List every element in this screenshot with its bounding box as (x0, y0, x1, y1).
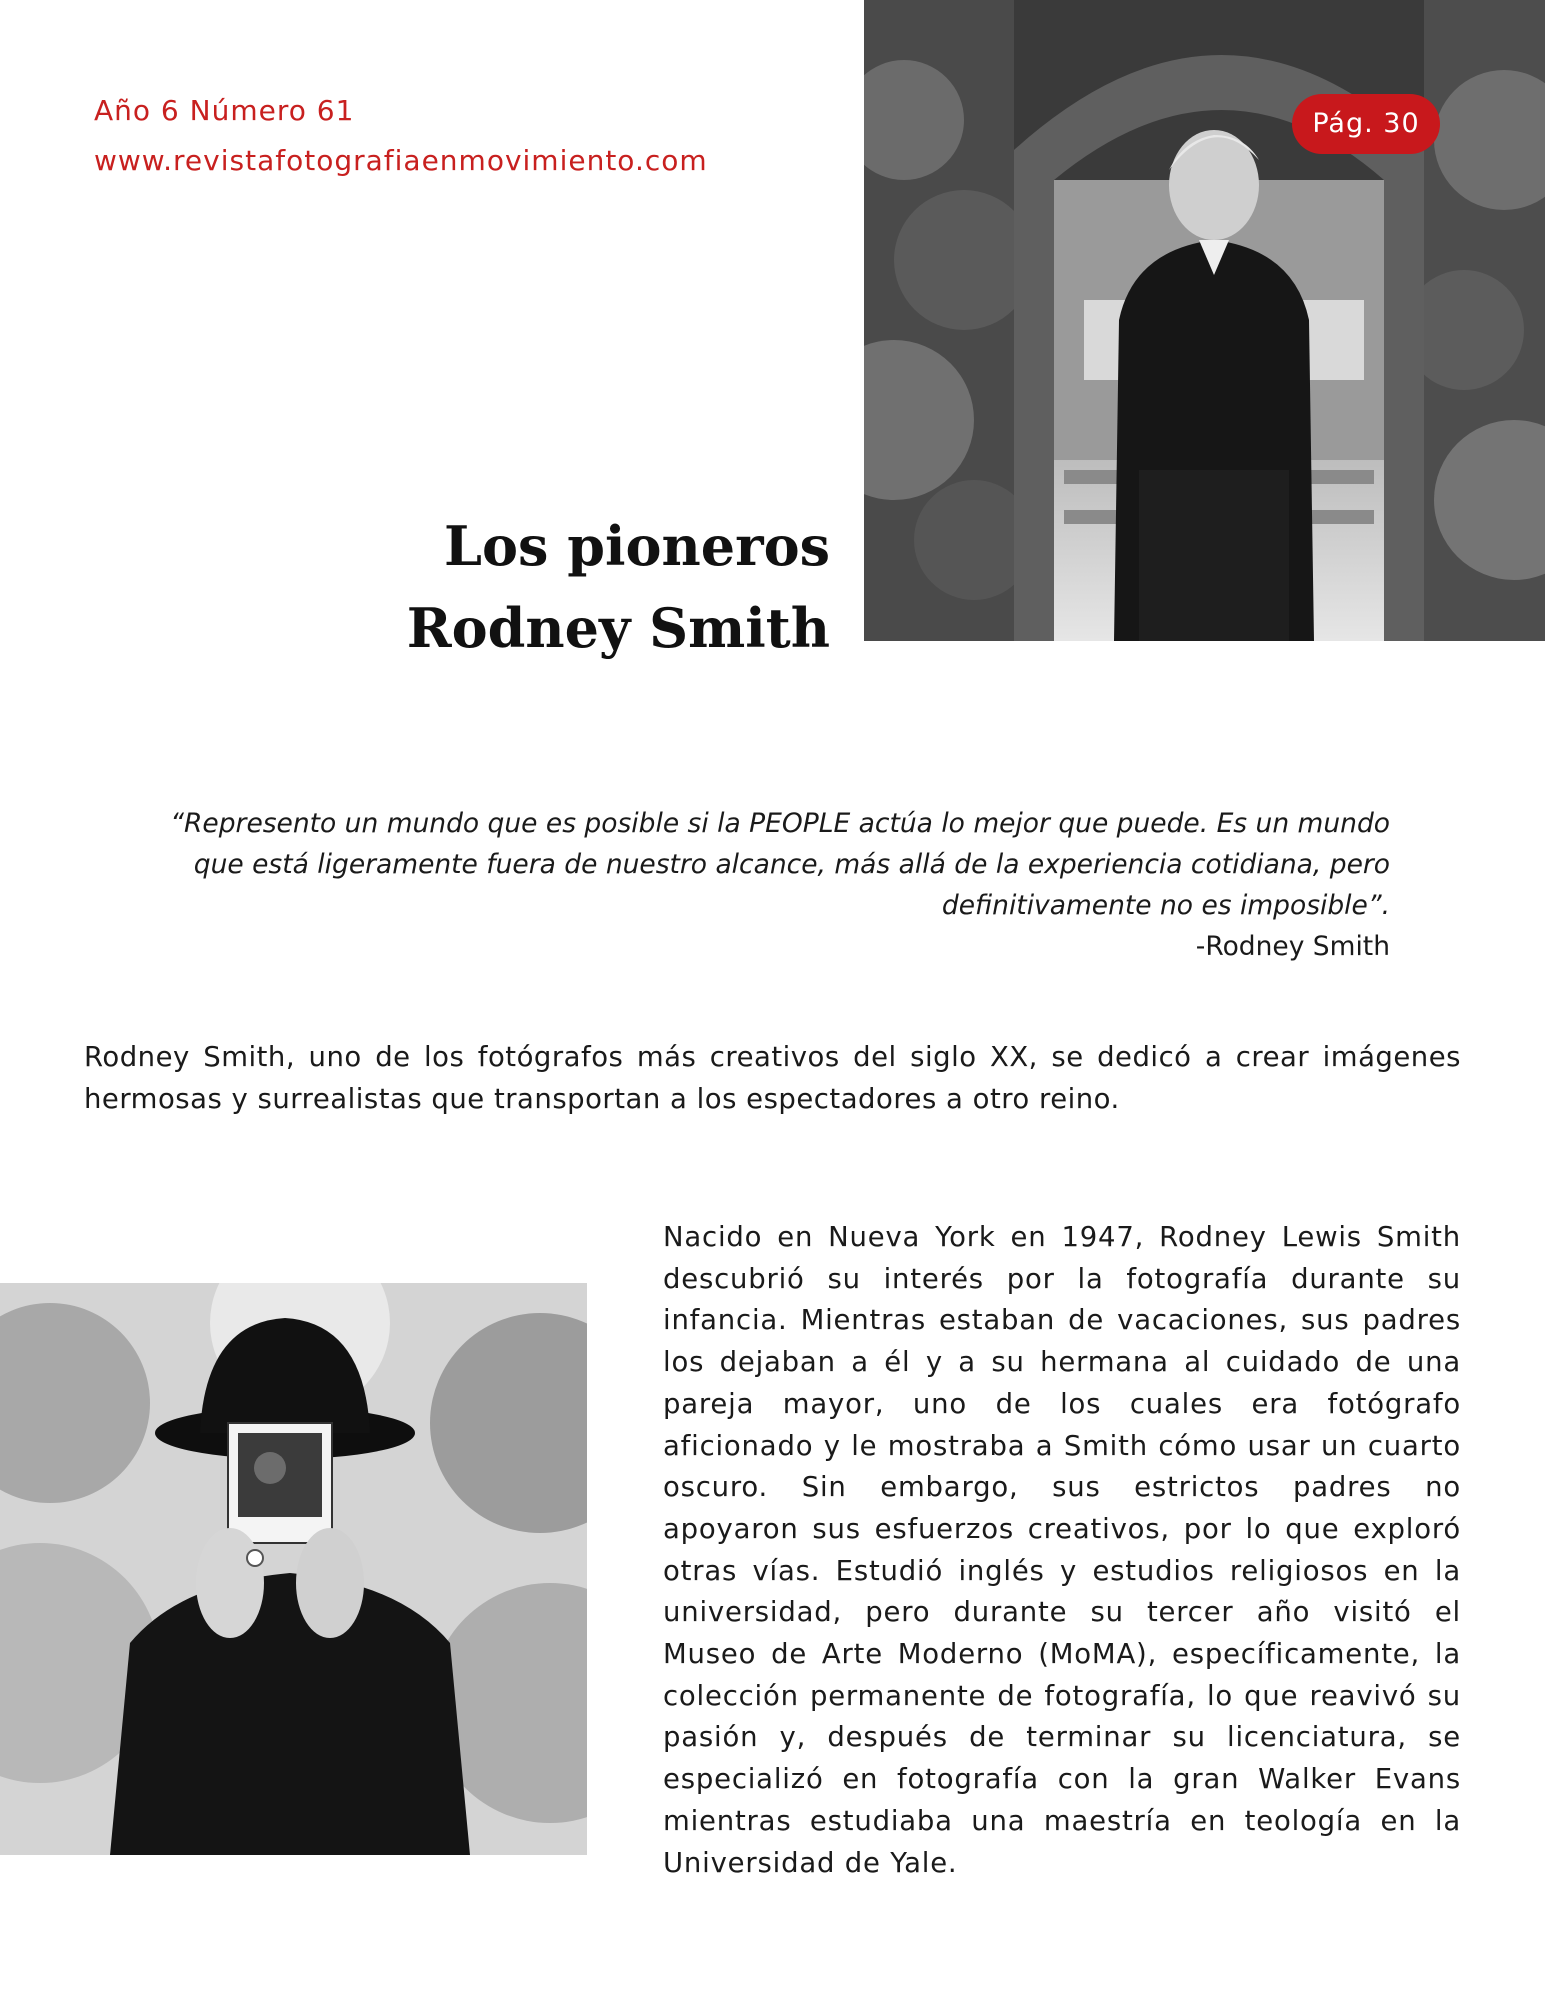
article-title (360, 505, 830, 669)
website-link[interactable]: www.revistafotografiaenmovimiento.com (94, 144, 708, 177)
page-number-badge: Pág. 30 (1292, 94, 1440, 154)
intro-paragraph: Rodney Smith, uno de los fotógrafos más creativos del siglo XX, se dedicó a crear imágenes hermosas y surrealistas que transportan a los espectadores a otro reino. (84, 1041, 1461, 1115)
pull-quote (140, 803, 1390, 967)
title-line-2: Rodney Smith (406, 596, 830, 660)
body-paragraph: Nacido en Nueva York en 1947, Rodney Lewis Smith descubrió su interés por la fotografía durante su infancia. Mientras estaban de vacaciones, sus padres los dejaban a él y a su hermana al cuidado de una pareja mayor, uno de los cuales era fotógrafo aficionado y le mostraba a Smith cómo usar un cuarto oscuro. Sin embargo, sus estrictos padres no apoyaron sus esfuerzos creativos, por lo que exploró otras vías. Estudió inglés y estudios religiosos en la universidad, pero durante su tercer año visitó el Museo de Arte Moderno (MoMA), específicamente, la colección permanente de fotografía, lo que reavivó su pasión y, después de terminar su licenciatura, se especializó en fotografía con la gran Walker Evans mientras estudiaba una maestría en teología en la Universidad de Yale. (663, 1221, 1461, 1879)
quote-text: “Represento un mundo que es posible si la PEOPLE actúa lo mejor que puede. Es un mundo que está ligeramente fuera de nuestro alcance, más allá de la experiencia cotidiana, pero definitivamente no es imposible”. (170, 808, 1390, 921)
portrait-photo-garden-arch (864, 0, 1545, 641)
photo-man-holding-polaroid (0, 1283, 587, 1855)
issue-info (94, 86, 708, 186)
issue-number: Año 6 Número 61 (94, 94, 355, 127)
quote-author: -Rodney Smith (1195, 931, 1390, 962)
title-line-1: Los pioneros (444, 514, 830, 578)
